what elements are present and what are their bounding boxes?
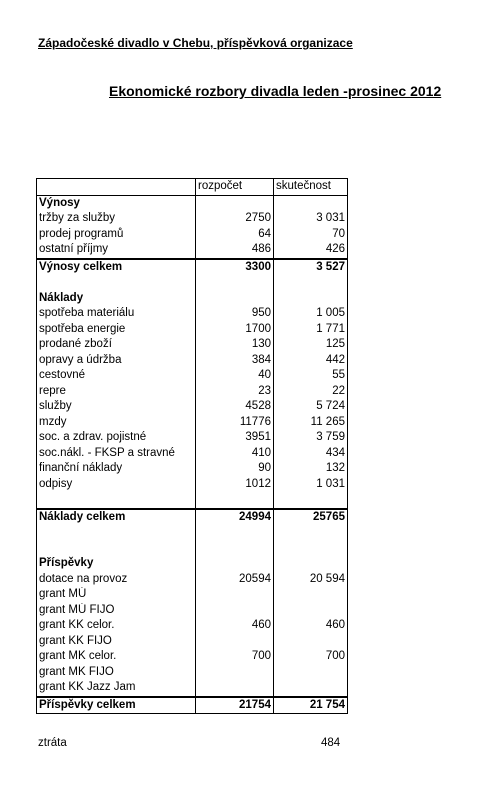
row-label: soc.nákl. - FKSP a stravné [37,446,196,462]
table-row [37,697,348,714]
table-row [37,492,348,509]
table-row [37,259,348,276]
table-row [37,603,348,619]
row-budget [196,492,274,509]
table-row [37,415,348,431]
row-label: grant KK celor. [37,618,196,634]
row-label: Náklady celkem [37,509,196,526]
table-row [37,634,348,650]
row-budget [196,541,274,557]
row-label: cestovné [37,368,196,384]
row-label: tržby za služby [37,211,196,227]
row-budget [196,634,274,650]
row-label: grant KK Jazz Jam [37,680,196,697]
row-actual [274,680,348,697]
row-budget [196,680,274,697]
row-actual: 442 [274,353,348,369]
page-title: Ekonomické rozbory divadla leden -prosinec 2012 [109,83,442,99]
row-budget [196,291,274,307]
economic-table [36,178,348,714]
row-budget: 24994 [196,509,274,526]
row-budget [196,275,274,291]
table-row [37,572,348,588]
row-budget: 1012 [196,477,274,493]
row-actual: 460 [274,618,348,634]
table-row [37,477,348,493]
loss-value: 484 [321,737,341,749]
row-actual: 1 031 [274,477,348,493]
row-label: spotřeba materiálu [37,306,196,322]
row-actual [274,525,348,541]
row-actual: 434 [274,446,348,462]
row-budget: 21754 [196,697,274,714]
row-label: mzdy [37,415,196,431]
row-budget [196,603,274,619]
table-row [37,680,348,697]
row-label: grant MK FIJO [37,665,196,681]
table-row [37,509,348,526]
row-budget: 2750 [196,211,274,227]
row-actual: 22 [274,384,348,400]
table-row [37,525,348,541]
row-label: odpisy [37,477,196,493]
row-budget [196,587,274,603]
organization-name: Západočeské divadlo v Chebu, příspěvková organizace [38,36,353,50]
row-label: grant MÚ [37,587,196,603]
row-label: ostatní příjmy [37,242,196,259]
table-row [37,337,348,353]
row-budget: 486 [196,242,274,259]
row-label: prodej programů [37,227,196,243]
row-actual [274,603,348,619]
table-row [37,649,348,665]
row-label [37,541,196,557]
row-actual: 70 [274,227,348,243]
row-budget [196,195,274,211]
table-row [37,430,348,446]
row-label: Náklady [37,291,196,307]
row-budget: 20594 [196,572,274,588]
row-label: grant MK celor. [37,649,196,665]
table-row [37,227,348,243]
table-row [37,242,348,259]
row-label: grant MÚ FIJO [37,603,196,619]
row-label: opravy a údržba [37,353,196,369]
row-budget: 23 [196,384,274,400]
row-actual: 21 754 [274,697,348,714]
table-row [37,291,348,307]
table-row [37,384,348,400]
row-budget: 11776 [196,415,274,431]
row-actual: 1 005 [274,306,348,322]
table-row [37,353,348,369]
row-actual: 3 527 [274,259,348,276]
row-label [37,525,196,541]
row-actual [274,492,348,509]
row-actual [274,556,348,572]
column-header-label [37,179,196,196]
row-budget [196,665,274,681]
row-actual: 25765 [274,509,348,526]
row-budget [196,556,274,572]
row-actual: 55 [274,368,348,384]
row-budget: 90 [196,461,274,477]
row-label: spotřeba energie [37,322,196,338]
table-row [37,665,348,681]
table-row [37,275,348,291]
row-actual: 3 031 [274,211,348,227]
row-actual [274,195,348,211]
table-row [37,368,348,384]
loss-label: ztráta [38,737,67,749]
row-budget [196,525,274,541]
table-row [37,211,348,227]
row-actual [274,587,348,603]
row-budget: 3951 [196,430,274,446]
table-row [37,556,348,572]
row-budget: 40 [196,368,274,384]
row-label: Příspěvky celkem [37,697,196,714]
row-budget: 130 [196,337,274,353]
row-label: Příspěvky [37,556,196,572]
table-header-row [37,179,348,196]
table-row [37,399,348,415]
row-budget: 64 [196,227,274,243]
row-label: grant KK FIJO [37,634,196,650]
table-row [37,195,348,211]
row-label: služby [37,399,196,415]
row-actual [274,275,348,291]
row-budget: 1700 [196,322,274,338]
row-actual [274,291,348,307]
table-row [37,587,348,603]
row-actual: 700 [274,649,348,665]
row-label: Výnosy [37,195,196,211]
row-label [37,275,196,291]
row-budget: 460 [196,618,274,634]
table-body [37,179,348,714]
table-row [37,446,348,462]
row-actual: 20 594 [274,572,348,588]
table-row [37,618,348,634]
row-actual: 3 759 [274,430,348,446]
row-label: prodané zboží [37,337,196,353]
column-header-actual: skutečnost [274,179,348,196]
table-row [37,306,348,322]
table-row [37,541,348,557]
column-header-budget: rozpočet [196,179,274,196]
row-actual [274,665,348,681]
row-actual: 1 771 [274,322,348,338]
table-row [37,322,348,338]
row-label: Výnosy celkem [37,259,196,276]
row-actual: 426 [274,242,348,259]
row-actual: 132 [274,461,348,477]
row-actual [274,541,348,557]
row-budget: 410 [196,446,274,462]
row-budget: 4528 [196,399,274,415]
row-label: dotace na provoz [37,572,196,588]
row-budget: 384 [196,353,274,369]
row-budget: 700 [196,649,274,665]
row-label: repre [37,384,196,400]
row-actual: 125 [274,337,348,353]
row-label: finanční náklady [37,461,196,477]
row-actual [274,634,348,650]
row-label [37,492,196,509]
row-actual: 11 265 [274,415,348,431]
row-budget: 3300 [196,259,274,276]
row-budget: 950 [196,306,274,322]
table-row [37,461,348,477]
row-actual: 5 724 [274,399,348,415]
row-label: soc. a zdrav. pojistné [37,430,196,446]
